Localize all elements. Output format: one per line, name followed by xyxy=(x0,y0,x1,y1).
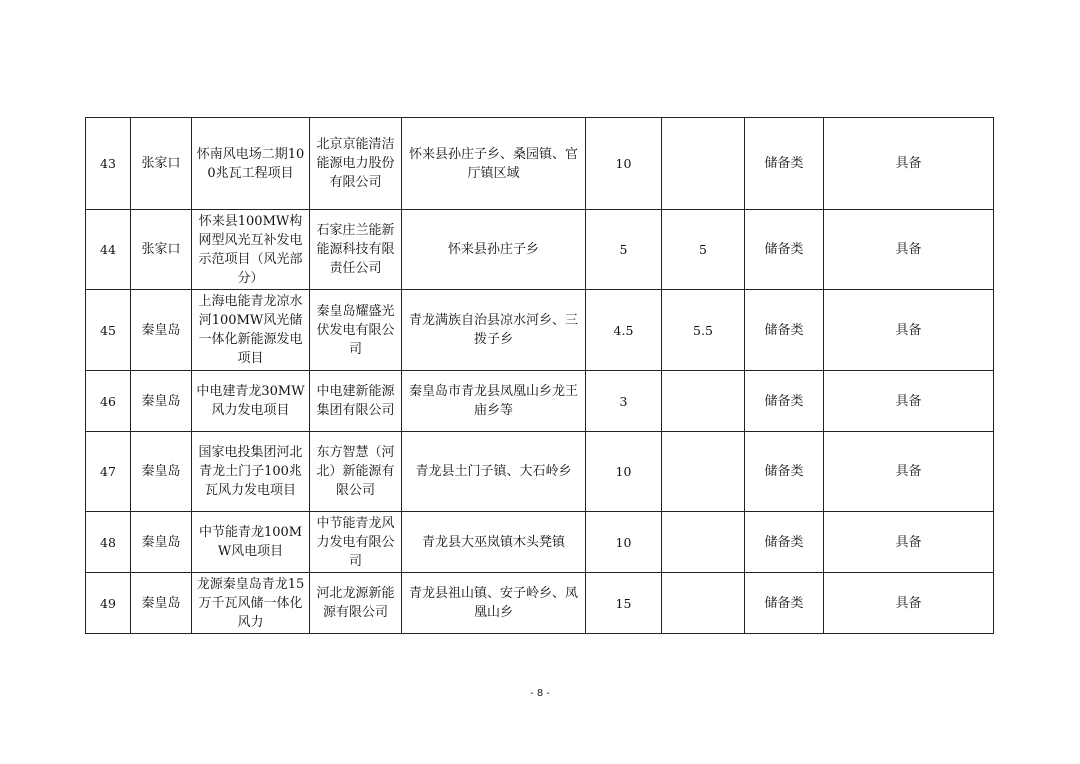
table-row xyxy=(86,573,994,634)
row-number: 47 xyxy=(86,432,131,512)
solar-capacity-cell xyxy=(662,118,745,210)
condition-cell: 具备 xyxy=(824,512,994,573)
solar-capacity-cell xyxy=(662,432,745,512)
project-name-cell: 怀来县100MW构网型风光互补发电示范项目（风光部分） xyxy=(192,210,310,290)
wind-capacity-cell: 4.5 xyxy=(586,290,662,371)
location-cell: 青龙满族自治县凉水河乡、三拨子乡 xyxy=(402,290,586,371)
wind-capacity-cell: 3 xyxy=(586,371,662,432)
condition-cell: 具备 xyxy=(824,573,994,634)
condition-cell: 具备 xyxy=(824,371,994,432)
table-row xyxy=(86,290,994,371)
row-number: 49 xyxy=(86,573,131,634)
category-cell: 储备类 xyxy=(745,432,824,512)
table-row xyxy=(86,118,994,210)
row-number: 46 xyxy=(86,371,131,432)
company-cell: 东方智慧（河北）新能源有限公司 xyxy=(310,432,402,512)
table-row xyxy=(86,210,994,290)
table-row xyxy=(86,371,994,432)
condition-cell: 具备 xyxy=(824,210,994,290)
city-cell: 秦皇岛 xyxy=(131,573,192,634)
city-cell: 秦皇岛 xyxy=(131,512,192,573)
category-cell: 储备类 xyxy=(745,210,824,290)
solar-capacity-cell xyxy=(662,371,745,432)
company-cell: 中节能青龙风力发电有限公司 xyxy=(310,512,402,573)
table-body xyxy=(86,118,994,634)
city-cell: 秦皇岛 xyxy=(131,290,192,371)
project-name-cell: 国家电投集团河北青龙土门子100兆瓦风力发电项目 xyxy=(192,432,310,512)
row-number: 44 xyxy=(86,210,131,290)
location-cell: 青龙县祖山镇、安子岭乡、凤凰山乡 xyxy=(402,573,586,634)
location-cell: 青龙县土门子镇、大石岭乡 xyxy=(402,432,586,512)
solar-capacity-cell xyxy=(662,573,745,634)
category-cell: 储备类 xyxy=(745,290,824,371)
row-number: 45 xyxy=(86,290,131,371)
row-number: 48 xyxy=(86,512,131,573)
city-cell: 张家口 xyxy=(131,118,192,210)
company-cell: 石家庄兰能新能源科技有限责任公司 xyxy=(310,210,402,290)
row-number: 43 xyxy=(86,118,131,210)
category-cell: 储备类 xyxy=(745,573,824,634)
company-cell: 中电建新能源集团有限公司 xyxy=(310,371,402,432)
solar-capacity-cell xyxy=(662,512,745,573)
city-cell: 张家口 xyxy=(131,210,192,290)
condition-cell: 具备 xyxy=(824,118,994,210)
city-cell: 秦皇岛 xyxy=(131,432,192,512)
company-cell: 北京京能清洁能源电力股份有限公司 xyxy=(310,118,402,210)
wind-capacity-cell: 10 xyxy=(586,512,662,573)
location-cell: 怀来县孙庄子乡、桑园镇、官厅镇区域 xyxy=(402,118,586,210)
solar-capacity-cell: 5 xyxy=(662,210,745,290)
category-cell: 储备类 xyxy=(745,371,824,432)
solar-capacity-cell: 5.5 xyxy=(662,290,745,371)
project-name-cell: 中节能青龙100MW风电项目 xyxy=(192,512,310,573)
company-cell: 秦皇岛耀盛光伏发电有限公司 xyxy=(310,290,402,371)
table-row xyxy=(86,512,994,573)
condition-cell: 具备 xyxy=(824,432,994,512)
category-cell: 储备类 xyxy=(745,118,824,210)
wind-capacity-cell: 15 xyxy=(586,573,662,634)
project-name-cell: 龙源秦皇岛青龙15万千瓦风储一体化风力 xyxy=(192,573,310,634)
project-name-cell: 怀南风电场二期100兆瓦工程项目 xyxy=(192,118,310,210)
location-cell: 青龙县大巫岚镇木头凳镇 xyxy=(402,512,586,573)
company-cell: 河北龙源新能源有限公司 xyxy=(310,573,402,634)
location-cell: 秦皇岛市青龙县凤凰山乡龙王庙乡等 xyxy=(402,371,586,432)
page-number: - 8 - xyxy=(530,688,550,699)
wind-capacity-cell: 10 xyxy=(586,118,662,210)
condition-cell: 具备 xyxy=(824,290,994,371)
table-row xyxy=(86,432,994,512)
city-cell: 秦皇岛 xyxy=(131,371,192,432)
wind-capacity-cell: 10 xyxy=(586,432,662,512)
location-cell: 怀来县孙庄子乡 xyxy=(402,210,586,290)
wind-capacity-cell: 5 xyxy=(586,210,662,290)
project-name-cell: 上海电能青龙凉水河100MW风光储一体化新能源发电项目 xyxy=(192,290,310,371)
category-cell: 储备类 xyxy=(745,512,824,573)
project-table xyxy=(85,117,994,634)
project-name-cell: 中电建青龙30MW风力发电项目 xyxy=(192,371,310,432)
